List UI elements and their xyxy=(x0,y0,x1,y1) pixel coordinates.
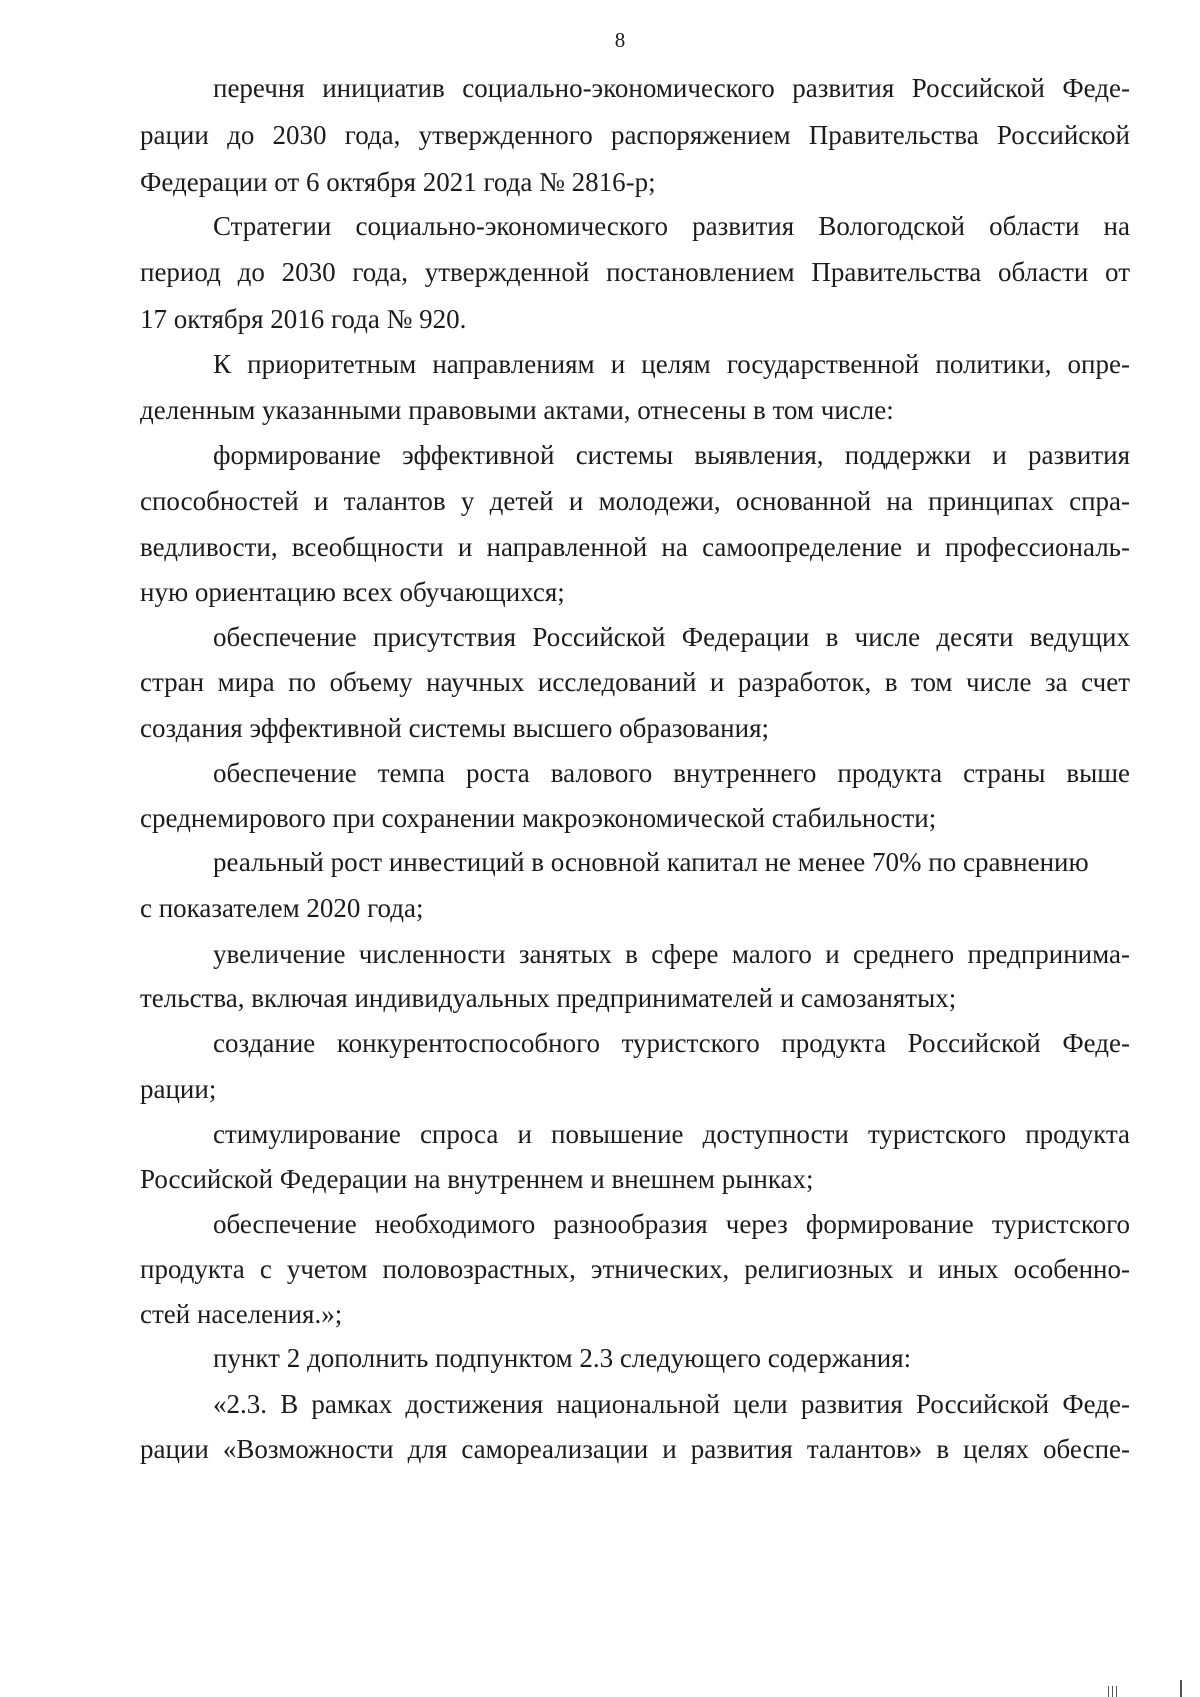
scan-mark xyxy=(1180,1680,1182,1697)
scan-mark xyxy=(1112,1686,1113,1697)
text-line: рации до 2030 года, утвержденного распоряжением Правительства Российской xyxy=(140,120,1130,150)
text-line: 17 октября 2016 года № 920. xyxy=(140,304,467,334)
text-line: рации «Возможности для самореализации и развития талантов» в целях обеспе- xyxy=(140,1434,1130,1464)
text-line: обеспечение присутствия Российской Федерации в числе десяти ведущих xyxy=(213,622,1130,652)
text-line: обеспечение необходимого разнообразия через формирование туристского xyxy=(213,1209,1130,1239)
text-line: перечня инициатив социально-экономического развития Российской Феде- xyxy=(213,73,1130,103)
scan-mark xyxy=(1116,1686,1117,1697)
text-line: формирование эффективной системы выявления, поддержки и развития xyxy=(213,440,1130,470)
text-line: рации; xyxy=(140,1074,217,1104)
text-line: стимулирование спроса и повышение доступности туристского продукта xyxy=(213,1119,1130,1149)
text-line: увеличение численности занятых в сфере малого и среднего предпринима- xyxy=(213,939,1130,969)
text-line: ную ориентацию всех обучающихся; xyxy=(140,577,565,607)
text-line: Стратегии социально-экономического развития Вологодской области на xyxy=(213,211,1130,241)
text-line: обеспечение темпа роста валового внутреннего продукта страны выше xyxy=(213,758,1130,788)
text-line: К приоритетным направлениям и целям государственной политики, опре- xyxy=(213,349,1130,379)
text-line: деленным указанными правовыми актами, отнесены в том числе: xyxy=(140,395,894,425)
text-line: среднемирового при сохранении макроэкономической стабильности; xyxy=(140,803,937,833)
text-line: пункт 2 дополнить подпунктом 2.3 следующего содержания: xyxy=(213,1343,912,1373)
text-line: стран мира по объему научных исследований и разработок, в том числе за счет xyxy=(140,667,1130,697)
text-line: период до 2030 года, утвержденной постановлением Правительства области от xyxy=(140,257,1130,287)
text-line: создание конкурентоспособного туристского продукта Российской Феде- xyxy=(213,1028,1130,1058)
page-number: 8 xyxy=(614,28,626,52)
text-line: реальный рост инвестиций в основной капитал не менее 70% по сравнению xyxy=(213,847,1089,877)
text-line: тельства, включая индивидуальных предпринимателей и самозанятых; xyxy=(140,983,957,1013)
text-line: стей населения.»; xyxy=(140,1299,343,1329)
text-line: способностей и талантов у детей и молодежи, основанной на принципах спра- xyxy=(140,486,1130,516)
text-line: ведливости, всеобщности и направленной на самоопределение и профессиональ- xyxy=(140,532,1130,562)
text-line: с показателем 2020 года; xyxy=(140,893,424,923)
text-line: Российской Федерации на внутреннем и внешнем рынках; xyxy=(140,1164,814,1194)
text-line: «2.3. В рамках достижения национальной цели развития Российской Феде- xyxy=(213,1389,1130,1419)
text-line: создания эффективной системы высшего образования; xyxy=(140,713,770,743)
text-line: продукта с учетом половозрастных, этнических, религиозных и иных особенно- xyxy=(140,1254,1130,1284)
text-line: Федерации от 6 октября 2021 года № 2816-р; xyxy=(140,167,656,197)
scan-mark xyxy=(1108,1686,1109,1697)
